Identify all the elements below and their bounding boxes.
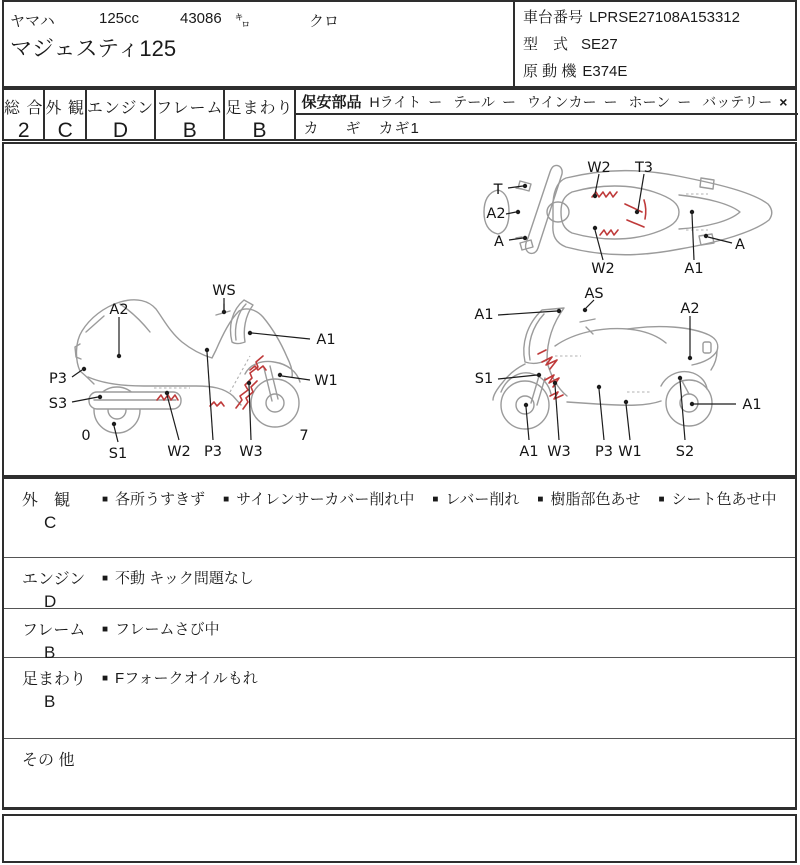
section-exterior	[4, 479, 795, 557]
damage-label: T	[493, 182, 503, 198]
damage-label: A1	[742, 397, 762, 413]
maker: ヤマハ	[10, 13, 55, 30]
rating-frame	[156, 90, 225, 142]
engine-label: 原 動 機	[523, 63, 577, 80]
section-grade: B	[44, 643, 56, 662]
damage-label: W3	[547, 444, 571, 460]
status-dash: ー	[603, 93, 618, 110]
section-label-block	[4, 479, 100, 557]
rating-grade: D	[112, 119, 129, 142]
damage-diagram-box	[2, 142, 797, 477]
bullet-icon: ■	[432, 494, 439, 505]
bullet-icon: ■	[102, 673, 109, 684]
comment-item: ■ シート色あせ中	[658, 491, 777, 508]
comment-item: ■ レバー削れ	[432, 491, 520, 508]
damage-label: S3	[48, 396, 68, 412]
section-comments	[100, 479, 795, 557]
damage-label: W3	[239, 444, 263, 460]
section-name: フレーム	[22, 622, 86, 639]
safety-item-tail: テール ー	[453, 93, 516, 110]
section-name: 足まわり	[22, 671, 87, 688]
damage-label: A2	[486, 206, 506, 222]
model-name: マジェスティ125	[10, 36, 177, 61]
bullet-icon: ■	[658, 494, 665, 505]
model-code-label: 型 式	[523, 36, 569, 53]
rating-undercarriage	[225, 90, 295, 142]
status-cross: ×	[779, 93, 788, 110]
header-right	[513, 2, 799, 86]
comment-item: ■ 不動 キック問題なし	[102, 570, 254, 587]
damage-label: P3	[49, 371, 67, 387]
section-name: その 他	[22, 752, 75, 769]
damage-label: A1	[316, 332, 336, 348]
section-label-block	[4, 558, 100, 611]
chassis-number: LPRSE27108A153312	[589, 9, 740, 26]
bullet-icon: ■	[102, 624, 109, 635]
damage-label: S1	[108, 446, 128, 462]
displacement: 125cc	[99, 10, 140, 27]
model-code-row	[523, 33, 618, 54]
notes-empty-box	[2, 814, 797, 863]
mileage-unit: ㌔	[235, 13, 251, 30]
safety-item-headlight: Hライト ー	[369, 93, 443, 110]
rating-grade: 2	[17, 119, 30, 142]
engine-row	[523, 60, 627, 81]
damage-label: S2	[675, 444, 695, 460]
rating-overall	[4, 90, 45, 142]
rating-exterior	[45, 90, 86, 142]
damage-labels	[486, 160, 745, 277]
damage-label: W1	[314, 373, 338, 389]
damage-label: W2	[587, 160, 611, 176]
damage-label: A	[494, 234, 504, 250]
key-row	[296, 115, 799, 139]
rating-grade: B	[182, 119, 197, 142]
section-other	[4, 738, 795, 812]
pointer-lines	[498, 300, 736, 440]
damage-label: WS	[212, 283, 236, 299]
key-value: カギ1	[378, 119, 420, 137]
comment-item: ■ 樹脂部色あせ	[537, 491, 641, 508]
rating-label: 足まわり	[225, 100, 294, 117]
section-frame	[4, 608, 795, 662]
comment-item: ■ Fフォークオイルもれ	[102, 670, 258, 687]
damage-label: A2	[680, 301, 700, 317]
section-label-block	[4, 609, 100, 662]
section-grade: C	[44, 513, 57, 532]
bullet-icon: ■	[102, 494, 109, 505]
scooter-top-outline	[484, 165, 772, 254]
pointer-lines	[506, 174, 732, 260]
section-comments	[100, 609, 795, 657]
condition-sections	[2, 477, 797, 810]
damage-label: A1	[684, 261, 704, 277]
comment-item: ■ フレームさび中	[102, 621, 220, 638]
diagram-right-view	[445, 282, 797, 474]
chassis-label: 車台番号	[523, 9, 584, 26]
rating-label: 外 観	[45, 100, 85, 117]
damage-label: T3	[634, 160, 654, 176]
safety-item-battery: バッテリー ×	[702, 93, 788, 110]
safety-parts	[296, 90, 799, 139]
chassis-row	[523, 6, 740, 27]
comment-item: ■ サイレンサーカバー削れ中	[223, 491, 415, 508]
key-label: カ ギ	[303, 119, 367, 137]
model-code: SE27	[581, 36, 618, 53]
rating-grade: B	[252, 119, 267, 142]
bullet-icon: ■	[102, 573, 109, 584]
tread-depth-front: 7	[299, 428, 309, 444]
damage-label: W2	[591, 261, 615, 277]
section-label-block	[4, 658, 100, 738]
section-comments	[100, 739, 795, 812]
rating-engine	[86, 90, 156, 142]
scooter-left-outline	[75, 300, 300, 433]
rating-label: フレーム	[156, 100, 224, 117]
damage-label: W1	[618, 444, 642, 460]
comment-item: ■ 各所うすきず	[102, 491, 206, 508]
status-dash: ー	[501, 93, 516, 110]
safety-item-horn: ホーン ー	[628, 93, 692, 110]
diagram-top-view	[468, 148, 800, 278]
diagram-left-view	[40, 270, 372, 472]
damage-labels	[474, 286, 761, 460]
bullet-icon: ■	[223, 494, 230, 505]
tread-depth-rear: 0	[81, 428, 91, 444]
damage-label: A1	[474, 307, 494, 323]
damage-label: W2	[167, 444, 191, 460]
section-undercarriage	[4, 657, 795, 738]
header-left	[4, 2, 513, 86]
status-dash: ー	[677, 93, 692, 110]
damage-label: AS	[584, 286, 604, 302]
header	[2, 0, 797, 88]
mileage: 43086	[180, 10, 222, 27]
rating-label: エンジン	[86, 100, 155, 117]
body-color: クロ	[309, 13, 340, 30]
engine-code: E374E	[582, 63, 628, 80]
status-dash: ー	[428, 93, 443, 110]
rating-grade: C	[57, 119, 73, 142]
safety-item-winker: ウインカー ー	[526, 93, 618, 110]
section-name: エンジン	[22, 571, 86, 588]
ratings-strip	[2, 88, 797, 141]
section-comments	[100, 658, 795, 738]
section-comments	[100, 558, 795, 608]
section-grade: B	[44, 692, 56, 711]
damage-label: S1	[474, 371, 494, 387]
damage-label: P3	[595, 444, 613, 460]
safety-parts-title: 保安部品	[301, 94, 362, 111]
safety-parts-row	[296, 90, 799, 115]
section-label-block	[4, 739, 100, 812]
pointer-lines	[72, 298, 310, 442]
damage-label: A	[735, 237, 745, 253]
damage-label: A1	[519, 444, 539, 460]
damage-label: P3	[204, 444, 222, 460]
rating-label: 総 合	[4, 100, 44, 117]
section-engine	[4, 557, 795, 611]
section-name: 外 観	[22, 492, 71, 509]
bullet-icon: ■	[537, 494, 544, 505]
section-grade: D	[44, 592, 57, 611]
damage-label: A2	[109, 302, 129, 318]
